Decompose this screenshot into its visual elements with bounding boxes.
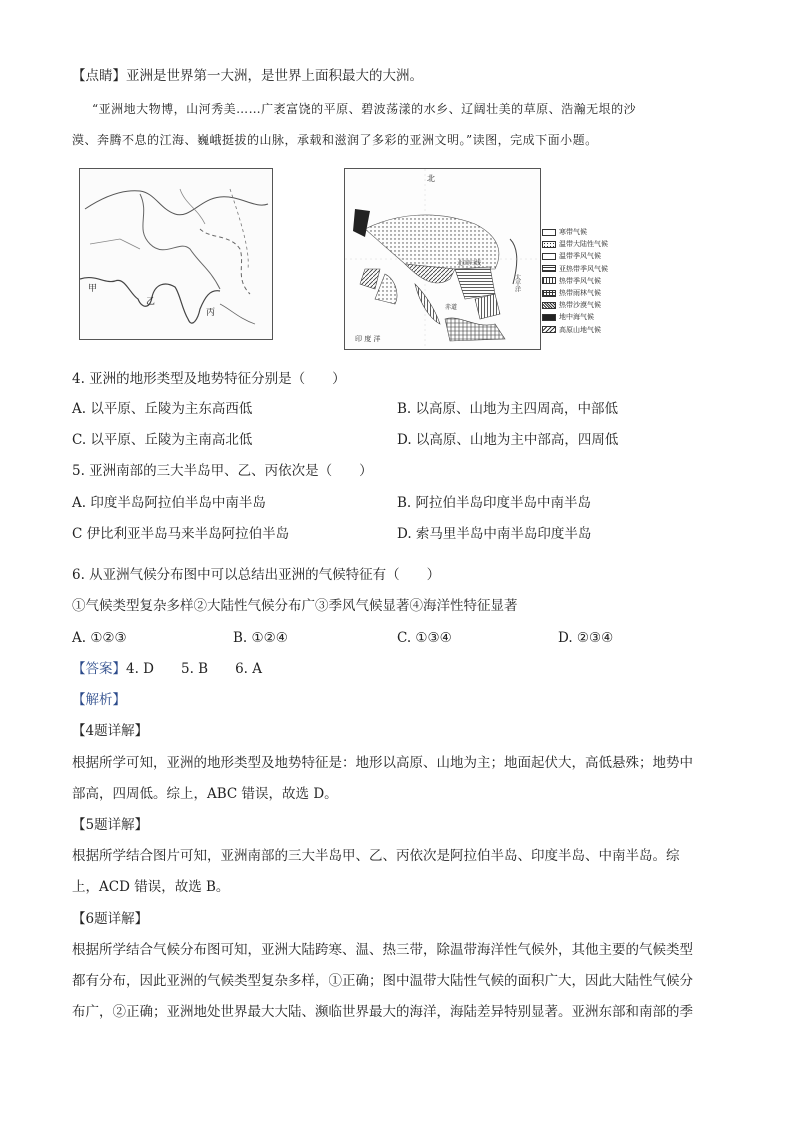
legend-item bbox=[542, 311, 632, 323]
legend-label: 地中海气候 bbox=[559, 313, 594, 322]
question-5-stem: 5. 亚洲南部的三大半岛甲、乙、丙依次是（ ） bbox=[72, 463, 373, 479]
legend-swatch bbox=[542, 326, 556, 333]
label-pacific: 太平洋 bbox=[513, 274, 521, 292]
q5-option-d: D. 索马里半岛中南半岛印度半岛 bbox=[397, 526, 592, 542]
legend-label: 寒带气候 bbox=[559, 228, 587, 237]
detail-5-line-1: 根据所学结合图片可知，亚洲南部的三大半岛甲、乙、丙依次是阿拉伯半岛、印度半岛、中南半岛。综 bbox=[72, 848, 680, 864]
legend-item bbox=[542, 226, 632, 238]
label-north: 北 bbox=[427, 174, 435, 183]
q6-statements: ①气候类型复杂多样②大陆性气候分布广③季风气候显著④海洋性特征显著 bbox=[72, 598, 518, 614]
legend-item bbox=[542, 250, 632, 262]
q4-option-c: C. 以平原、丘陵为主南高北低 bbox=[72, 432, 253, 448]
q4-option-b: B. 以高原、山地为主四周高，中部低 bbox=[397, 401, 619, 417]
legend-swatch bbox=[542, 314, 556, 321]
q5-option-a: A. 印度半岛阿拉伯半岛中南半岛 bbox=[72, 495, 266, 511]
legend-item bbox=[542, 299, 632, 311]
label-tropic: 北回归线 bbox=[457, 260, 482, 267]
label-indian-ocean: 印 度 洋 bbox=[355, 335, 381, 343]
legend-label: 温带季风气候 bbox=[559, 252, 601, 261]
legend-swatch bbox=[542, 241, 556, 248]
label-bing: 丙 bbox=[206, 308, 216, 318]
legend-swatch bbox=[542, 277, 556, 284]
legend-label: 亚热带季风气候 bbox=[559, 264, 608, 273]
legend-item bbox=[542, 287, 632, 299]
detail-4-line-1: 根据所学可知，亚洲的地形类型及地势特征是：地形以高原、山地为主；地面起伏大，高低悬殊；地势中 bbox=[72, 755, 693, 771]
detail-5-line-2: 上，ACD 错误，故选 B。 bbox=[72, 879, 230, 895]
legend-label: 高原山地气候 bbox=[559, 325, 601, 334]
detail-6-line-2: 都有分布，因此亚洲的气候类型复杂多样，①正确；图中温带大陆性气候的面积广大，因此大陆性气候分 bbox=[72, 973, 693, 989]
detail-6-line-1: 根据所学结合气候分布图可知，亚洲大陆跨寒、温、热三带，除温带海洋性气候外，其他主要的气候类型 bbox=[72, 942, 693, 958]
legend-label: 温带大陆性气候 bbox=[559, 240, 608, 249]
q4-option-d: D. 以高原、山地为主中部高，四周低 bbox=[397, 432, 619, 448]
climate-legend bbox=[542, 226, 632, 336]
q5-option-b: B. 阿拉伯半岛印度半岛中南半岛 bbox=[397, 495, 592, 511]
legend-item bbox=[542, 324, 632, 336]
asia-climate-map bbox=[344, 168, 541, 350]
detail-4-tag: 【4题详解】 bbox=[72, 723, 149, 739]
legend-item bbox=[542, 238, 632, 250]
detail-4-line-2: 部高，四周低。综上，ABC 错误，故选 D。 bbox=[72, 786, 338, 802]
highlight-tag: 【点睛】 bbox=[72, 68, 126, 84]
q6-option-d: D. ②③④ bbox=[558, 630, 614, 646]
legend-label: 热带沙漠气候 bbox=[559, 301, 601, 310]
legend-swatch bbox=[542, 290, 556, 297]
q6-option-c: C. ①③④ bbox=[397, 630, 452, 646]
asia-peninsula-map bbox=[79, 168, 273, 340]
detail-6-tag: 【6题详解】 bbox=[72, 911, 149, 927]
legend-swatch bbox=[542, 302, 556, 309]
legend-swatch bbox=[542, 265, 556, 272]
highlight-note bbox=[72, 66, 423, 86]
analysis-tag: 【解析】 bbox=[72, 692, 126, 708]
q5-option-c: C 伊比利亚半岛马来半岛阿拉伯半岛 bbox=[72, 526, 290, 542]
legend-swatch bbox=[542, 253, 556, 260]
q6-option-b: B. ①②④ bbox=[233, 630, 288, 646]
legend-label: 热带季风气候 bbox=[559, 276, 601, 285]
label-equator: 赤道 bbox=[445, 304, 458, 311]
answer-text: 4. D 5. B 6. A bbox=[126, 661, 263, 677]
label-yi: 乙 bbox=[146, 297, 156, 307]
passage-line-1: “亚洲地大物博，山河秀美……广袤富饶的平原、碧波荡漾的水乡、辽阔壮美的草原、浩瀚无垠的沙 bbox=[92, 102, 637, 116]
q4-option-a: A. 以平原、丘陵为主东高西低 bbox=[72, 401, 253, 417]
legend-swatch bbox=[542, 229, 556, 236]
label-jia: 甲 bbox=[88, 284, 98, 294]
legend-item bbox=[542, 275, 632, 287]
passage-line-2: 漠、奔腾不息的江海、巍峨挺拔的山脉，承载和滋润了多彩的亚洲文明。”读图，完成下面小题。 bbox=[72, 133, 598, 147]
answer-tag: 【答案】 bbox=[72, 661, 126, 677]
q6-option-a: A. ①②③ bbox=[72, 630, 127, 646]
legend-item bbox=[542, 263, 632, 275]
question-6-stem: 6. 从亚洲气候分布图中可以总结出亚洲的气候特征有（ ） bbox=[72, 567, 441, 583]
answer-line bbox=[72, 659, 262, 679]
legend-label: 热带雨林气候 bbox=[559, 289, 601, 298]
question-4-stem: 4. 亚洲的地形类型及地势特征分别是（ ） bbox=[72, 371, 346, 387]
detail-6-line-3: 布广，②正确；亚洲地处世界最大大陆、濒临世界最大的海洋，海陆差异特别显著。亚洲东部和南部的季 bbox=[72, 1004, 693, 1020]
detail-5-tag: 【5题详解】 bbox=[72, 817, 149, 833]
highlight-text: 亚洲是世界第一大洲，是世界上面积最大的大洲。 bbox=[126, 68, 423, 84]
